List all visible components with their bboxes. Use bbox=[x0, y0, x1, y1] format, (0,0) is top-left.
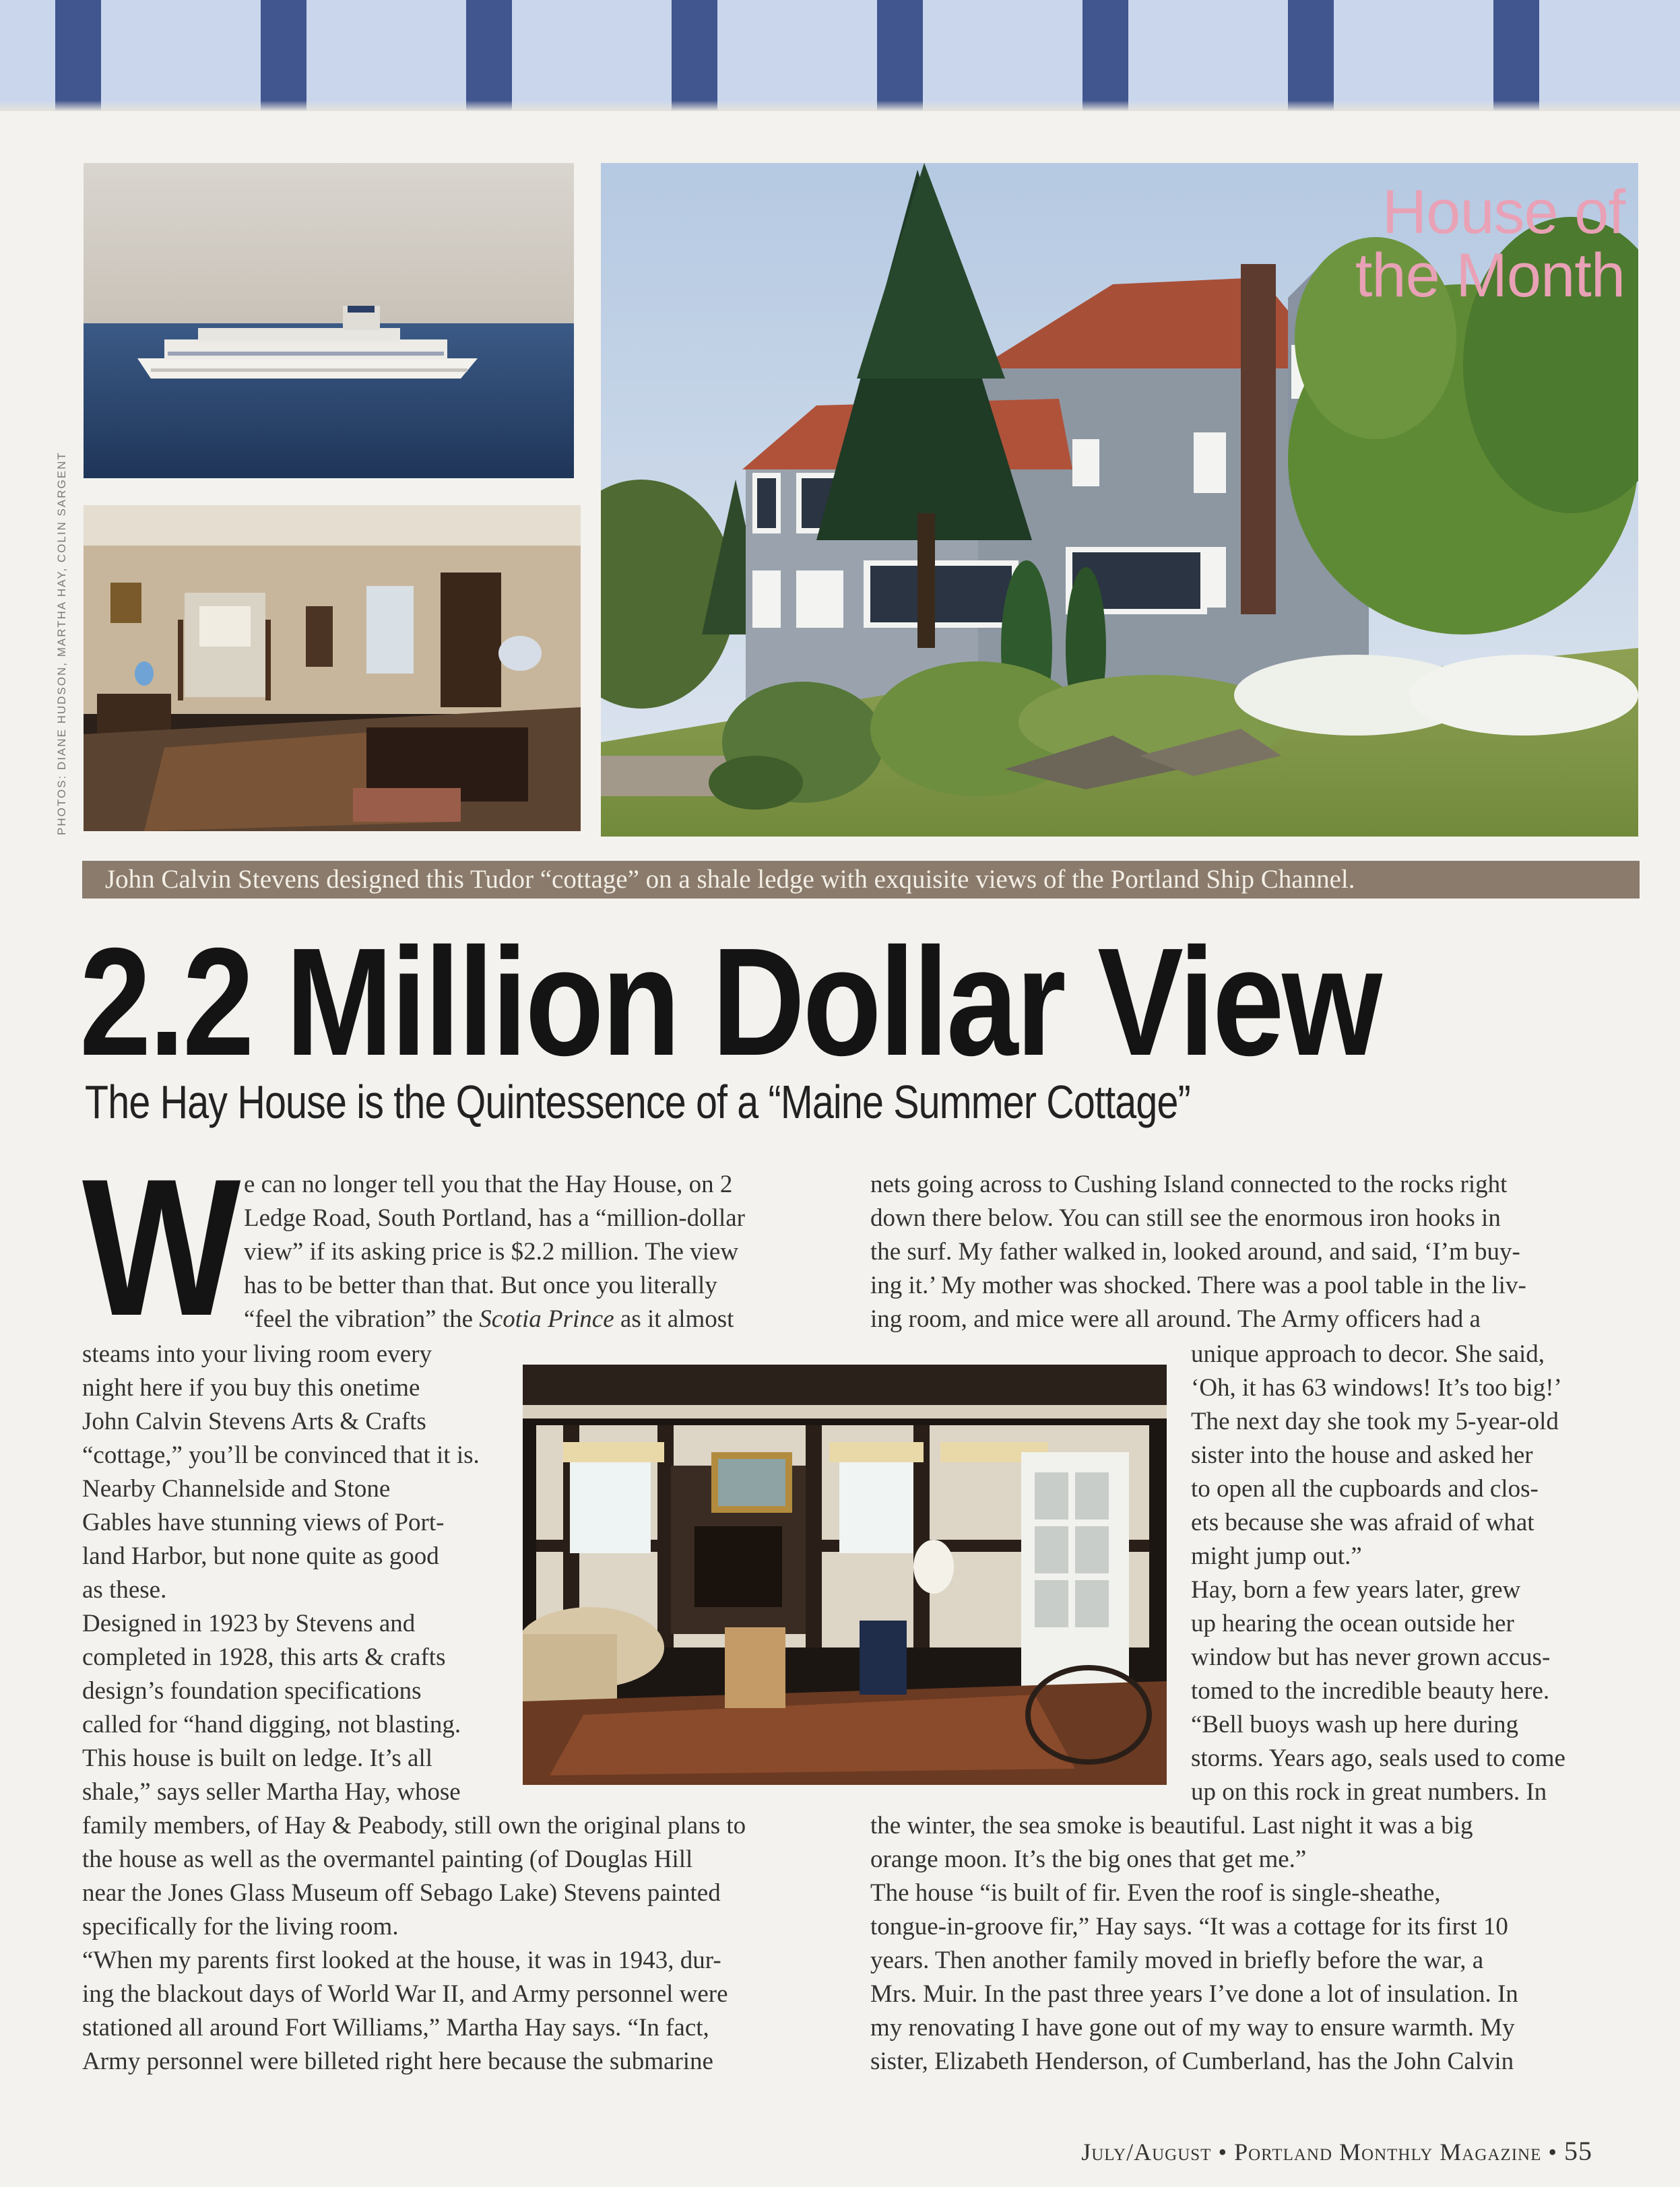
page-footer bbox=[1081, 2135, 1592, 2167]
text-line: night here if you buy this onetime bbox=[82, 1374, 420, 1402]
text-line: “cottage,” you’ll be convinced that it is. bbox=[82, 1441, 480, 1469]
text-line: tongue-in-groove fir,” Hay says. “It was a cottage for its first 10 bbox=[870, 1913, 1508, 1940]
text-line: nets going across to Cushing Island connected to the rocks right bbox=[870, 1171, 1508, 1198]
footer-magazine: Portland Monthly Magazine bbox=[1234, 2139, 1542, 2165]
text-line: Ledge Road, South Portland, has a “million-dollar bbox=[244, 1204, 745, 1232]
text-line: Army personnel were billeted right here because the submarine bbox=[82, 2048, 713, 2075]
text-line: completed in 1928, this arts & crafts bbox=[82, 1643, 446, 1671]
text-line: near the Jones Glass Museum off Sebago Lake) Stevens painted bbox=[82, 1879, 721, 1907]
text-line: up hearing the ocean outside her bbox=[1191, 1610, 1514, 1637]
text-line: called for “hand digging, not blasting. bbox=[82, 1711, 461, 1738]
text-line: “Bell buoys wash up here during bbox=[1191, 1711, 1519, 1738]
drop-cap: W bbox=[82, 1138, 241, 1357]
text-line: years. Then another family moved in briefly before the war, a bbox=[870, 1947, 1484, 1974]
text-line: The next day she took my 5-year-old bbox=[1191, 1408, 1559, 1435]
text-line: family members, of Hay & Peabody, still own the original plans to bbox=[82, 1812, 746, 1839]
text-line: Hay, born a few years later, grew bbox=[1191, 1576, 1521, 1604]
text-run: as it almost bbox=[614, 1305, 734, 1333]
footer-separator: • bbox=[1541, 2139, 1564, 2165]
text-line: the surf. My father walked in, looked around, and said, ‘I’m buy- bbox=[870, 1238, 1520, 1266]
text-line: design’s foundation specifications bbox=[82, 1677, 422, 1705]
footer-separator: • bbox=[1211, 2139, 1235, 2165]
text-line: storms. Years ago, seals used to come bbox=[1191, 1744, 1565, 1772]
text-line: the house as well as the overmantel painting (of Douglas Hill bbox=[82, 1846, 693, 1873]
text-line: has to be better than that. But once you literally bbox=[244, 1272, 717, 1299]
text-line: The house “is built of fir. Even the roof is single-sheathe, bbox=[870, 1879, 1441, 1907]
section-tag-line1: House of bbox=[1382, 178, 1625, 247]
text-line: up on this rock in great numbers. In bbox=[1191, 1778, 1547, 1806]
page-number: 55 bbox=[1564, 2136, 1592, 2166]
text-line: e can no longer tell you that the Hay House, on 2 bbox=[244, 1171, 733, 1198]
footer-issue: July/August bbox=[1081, 2139, 1212, 2165]
text-line: specifically for the living room. bbox=[82, 1913, 399, 1940]
text-run: “feel the vibration” the bbox=[244, 1305, 480, 1333]
text-line: John Calvin Stevens Arts & Crafts bbox=[82, 1408, 426, 1435]
text-line: shale,” says seller Martha Hay, whose bbox=[82, 1778, 461, 1806]
section-tag-line2: the Month bbox=[1355, 241, 1625, 310]
text-line: Gables have stunning views of Port- bbox=[82, 1509, 445, 1536]
text-line bbox=[244, 1303, 734, 1336]
text-line: tomed to the incredible beauty here. bbox=[1191, 1677, 1550, 1705]
text-line: Nearby Channelside and Stone bbox=[82, 1475, 391, 1503]
text-line: stationed all around Fort Williams,” Martha Hay says. “In fact, bbox=[82, 2014, 709, 2042]
text-line: view” if its asking price is $2.2 million. The view bbox=[244, 1238, 739, 1266]
text-line: might jump out.” bbox=[1191, 1542, 1362, 1570]
text-line: ing it.’ My mother was shocked. There was a pool table in the liv- bbox=[870, 1272, 1526, 1299]
headline: 2.2 Million Dollar View bbox=[79, 917, 1380, 1088]
text-line: This house is built on ledge. It’s all bbox=[82, 1744, 433, 1772]
ship-name: Scotia Prince bbox=[479, 1305, 614, 1333]
photo-credit: PHOTOS: DIANE HUDSON, MARTHA HAY, COLIN SARGENT bbox=[55, 451, 68, 835]
text-line: Designed in 1923 by Stevens and bbox=[82, 1610, 416, 1637]
text-line: “When my parents first looked at the house, it was in 1943, dur- bbox=[82, 1947, 721, 1974]
photo-caption: John Calvin Stevens designed this Tudor “cottage” on a shale ledge with exquisite views of the Portland Ship Channel. bbox=[82, 861, 1640, 899]
text-line: ing the blackout days of World War II, and Army personnel were bbox=[82, 1980, 728, 2008]
text-line: as these. bbox=[82, 1576, 167, 1604]
text-line: sister, Elizabeth Henderson, of Cumberland, has the John Calvin bbox=[870, 2048, 1514, 2075]
text-line: ets because she was afraid of what bbox=[1191, 1509, 1534, 1536]
text-line: my renovating I have gone out of my way to ensure warmth. My bbox=[870, 2014, 1515, 2042]
text-line: orange moon. It’s the big ones that get me.” bbox=[870, 1846, 1307, 1873]
bedroom-photo bbox=[84, 505, 581, 831]
text-line: the winter, the sea smoke is beautiful. Last night it was a big bbox=[870, 1812, 1473, 1839]
text-line: down there below. You can still see the enormous iron hooks in bbox=[870, 1204, 1501, 1232]
section-tag bbox=[1355, 178, 1625, 310]
text-line: ing room, and mice were all around. The Army officers had a bbox=[870, 1305, 1481, 1333]
living-room-photo bbox=[523, 1365, 1167, 1785]
text-line: sister into the house and asked her bbox=[1191, 1441, 1533, 1469]
text-line: Mrs. Muir. In the past three years I’ve done a lot of insulation. In bbox=[870, 1980, 1518, 2008]
text-line: steams into your living room every bbox=[82, 1340, 432, 1368]
text-line: ‘Oh, it has 63 windows! It’s too big!’ bbox=[1191, 1374, 1562, 1402]
decorative-stripe-band bbox=[0, 0, 1680, 111]
text-line: window but has never grown accus- bbox=[1191, 1643, 1551, 1671]
text-line: to open all the cupboards and clos- bbox=[1191, 1475, 1539, 1503]
text-line: unique approach to decor. She said, bbox=[1191, 1340, 1545, 1368]
ferry-photo bbox=[84, 163, 574, 478]
text-line: land Harbor, but none quite as good bbox=[82, 1542, 439, 1570]
subhead: The Hay House is the Quintessence of a “Maine Summer Cottage” bbox=[85, 1076, 1190, 1128]
